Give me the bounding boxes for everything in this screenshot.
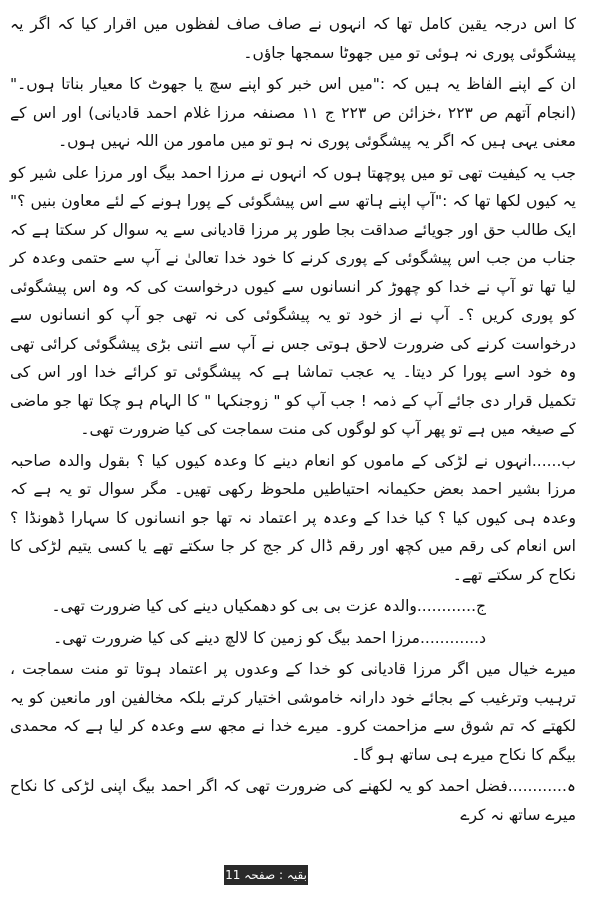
paragraph-b-uncle-reward: ب......انہوں نے لڑکی کے ماموں کو انعام دینے کا وعدہ کیوں کیا ؟ بقول والدہ صاحبہ مرزا بشیر احمد بعض حکیمانہ احتیاطیں ملحوظ رکھی تھیں۔ مگر سوال تو یہ ہے کہ وعدہ ہی کیوں کیا ؟ کیا خدا کے وعدہ پر اعتماد نہ تھا جو انسانوں کا سہارا ڈھونڈا ؟ اس انعام کی رقم میں کچھ اور رقم ڈال کر جج کر جا سکتے تھے یا کسی یتیم لڑکی کا نکاح کر سکتے تھے۔: [10, 451, 576, 584]
paragraph-question-letters: جب یہ کیفیت تھی تو میں پوچھتا ہوں کہ انہوں نے مرزا احمد بیگ اور مرزا علی شیر کو یہ کیوں لکھا تھا کہ :"آپ اپنے ہاتھ سے اس پیشگوئی کے پورا ہونے کے لئے معاون بنیں ؟" ایک طالب حق اور جویائے صداقت بجا طور پر مرزا قادیانی سے یہ سوال کر سکتا ہے کہ جناب من جب اس پیشگوئی کے پوری کرنے کا خود خدا تعالیٰ نے آپ سے حتمی وعدہ کر لیا تھا تو آپ نے خدا کو چھوڑ کر انسانوں سے کیوں درخواست کی کہ وہ اس پیشگوئی کو پوری کریں ؟۔ آپ نے از خود تو یہ پیشگوئی کی نہ تھی جو آپ کو انسانوں سے درخواست کرنے کی ضرورت لاحق ہوتی جس نے آپ سے اتنی بڑی پیشگوئی کرائی تھی وہ خود اسے پورا کر دیتا۔ یہ عجب تماشا ہے کہ پیشگوئی تو کرائے خدا اور اس کی تکمیل قرار دی جائے آپ کے ذمہ ! جب آپ کو " زوجنکہا " کا الہام ہو چکا تھا جو ماضی کے صیغہ میں ہے تو پھر آپ کو لوگوں کی منت سماجت کی کیا ضرورت تھی۔: [10, 163, 576, 438]
paragraph-d-land-greed: د............مرزا احمد بیگ کو زمین کا لالچ دینے کی کیا ضرورت تھی۔: [53, 628, 486, 647]
continued-on-page-label: بقیہ : صفحہ 11 پر: [224, 865, 308, 885]
paragraph-quote-anjam-atham: ان کے اپنے الفاظ یہ ہیں کہ :"میں اس خبر کو اپنے سچ یا جھوٹ کا معیار بناتا ہوں۔"(انجام آتھم ص ۲۲۳ ،خزائن ص ۲۲۳ ج ۱۱ مصنفہ مرزا غلام احمد قادیانی) اور اس کے معنی یہی ہیں کہ اگر یہ پیشگوئی پوری نہ ہو تو میں مامور من اللہ نہیں ہوں۔: [10, 75, 577, 150]
paragraph-h-fazal-ahmad: ہ............فضل احمد کو یہ لکھنے کی ضرورت تھی کہ اگر احمد بیگ اپنی لڑکی کا نکاح میرے ساتھ نہ کرے: [10, 777, 576, 824]
paragraph-c-threats: ج............والدہ عزت بی بی کو دھمکیاں دینے کی کیا ضرورت تھی۔: [51, 597, 486, 615]
paragraph-certainty: کا اس درجہ یقین کامل تھا کہ انہوں نے صاف صاف لفظوں میں اقرار کیا کہ اگر یہ پیشگوئی پوری نہ ہوئی تو میں جھوٹا سمجھا جاؤں۔: [10, 15, 577, 62]
paragraph-opinion: میرے خیال میں اگر مرزا قادیانی کو خدا کے وعدوں پر اعتماد ہوتا تو منت سماجت ، ترہیب وترغیب کے بجائے خود دارانہ خاموشی اختیار کرتے بلکہ مخالفین اور مانعین کو یہ لکھتے کہ تم شوق سے مزاحمت کرو۔ میرے خدا نے مجھ سے وعدہ کر لیا ہے کہ محمدی بیگم کا نکاح میرے ہی ساتھ ہو گا۔: [10, 660, 576, 764]
